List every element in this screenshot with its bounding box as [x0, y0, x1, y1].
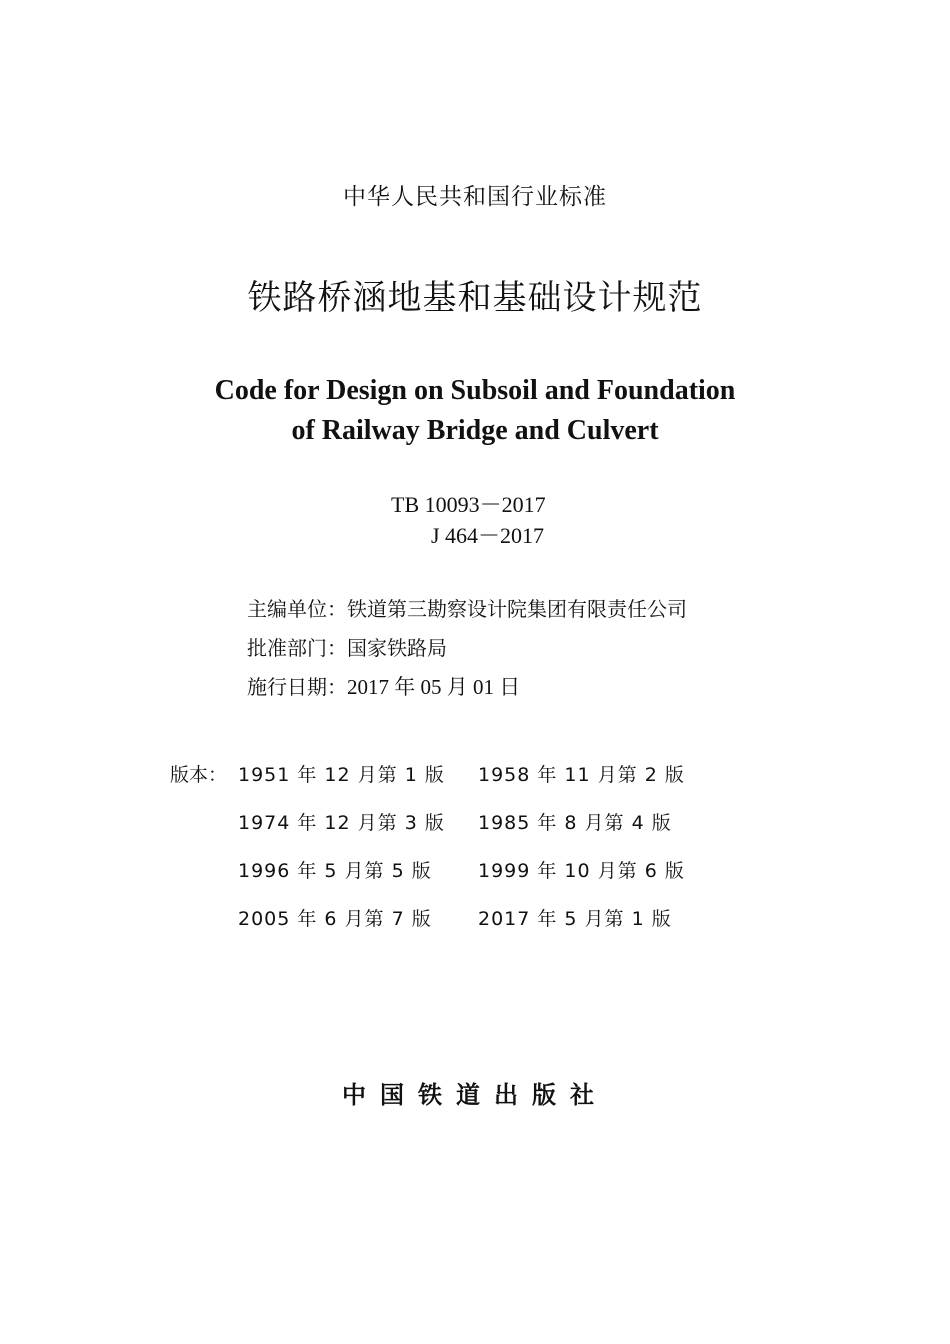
- editor-unit-value: 铁道第三勘察设计院集团有限责任公司: [347, 597, 687, 621]
- standard-code-j: J 464－2017: [431, 523, 545, 548]
- edition-entry: 1985 年 8 月第 4 版: [478, 812, 672, 834]
- edition-entry: 2017 年 5 月第 1 版: [478, 908, 672, 930]
- edition-entry: 1974 年 12 月第 3 版: [238, 812, 445, 834]
- editor-unit-label: 主编单位：: [247, 597, 347, 621]
- title-english-line-1: Code for Design on Subsoil and Foundation: [214, 375, 736, 406]
- standard-code-tb: TB 10093－2017: [391, 492, 546, 517]
- approval-department-label: 批准部门：: [247, 636, 347, 660]
- approval-department-value: 国家铁路局: [347, 636, 447, 660]
- edition-entry: 1958 年 11 月第 2 版: [478, 764, 685, 786]
- edition-entry: 2005 年 6 月第 7 版: [238, 908, 432, 930]
- effective-date: [247, 671, 520, 701]
- title-english: [0, 371, 950, 451]
- title-chinese: 铁路桥涵地基和基础设计规范: [247, 278, 703, 318]
- effective-date-label: 施行日期：: [247, 675, 347, 699]
- editor-unit: [247, 593, 687, 622]
- edition-entry: 1996 年 5 月第 5 版: [238, 860, 432, 882]
- editions-label: 版本：: [170, 764, 228, 786]
- edition-entry: 1951 年 12 月第 1 版: [238, 764, 445, 786]
- title-english-line-2: of Railway Bridge and Culvert: [291, 415, 659, 446]
- edition-entry: 1999 年 10 月第 6 版: [478, 860, 685, 882]
- approval-department: [247, 632, 447, 661]
- effective-date-value: 2017 年 05 月 01 日: [347, 675, 521, 699]
- standard-series: 中华人民共和国行业标准: [343, 184, 607, 210]
- publisher-name: 中国铁道出版社: [342, 1081, 608, 1109]
